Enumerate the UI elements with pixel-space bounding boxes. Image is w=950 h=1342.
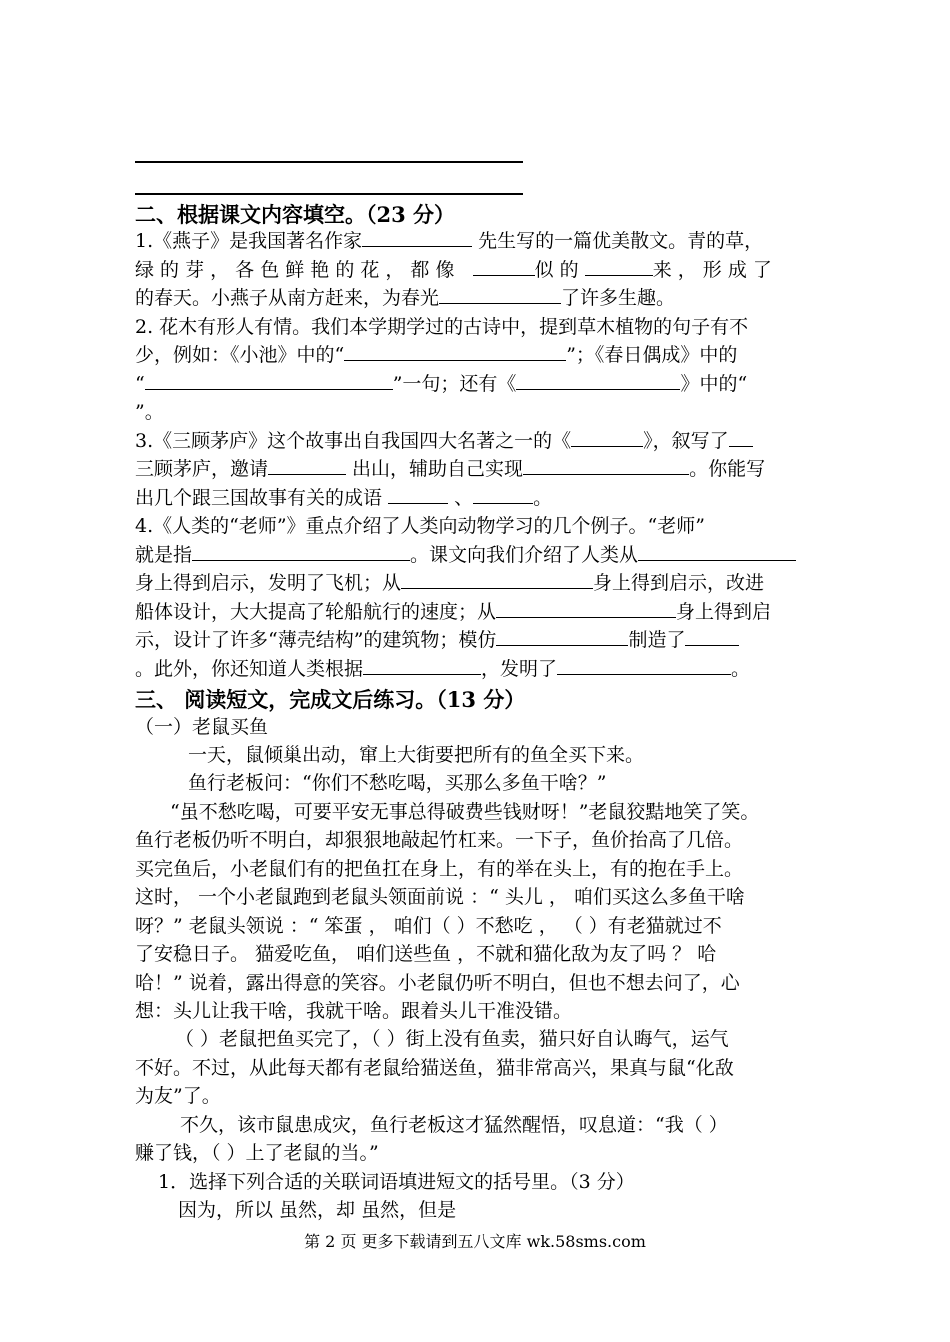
text-line [135,484,552,512]
paragraph-line: 呀？” 老鼠头领说 ：“ 笨蛋 ， 咱们（ ）不愁吃 ， （ ）有老猫就过不 [135,915,722,937]
paragraph-line: 不久，该市鼠患成灾，鱼行老板这才猛然醒悟，叹息道：“我（ ） [180,1114,728,1136]
answer-line [135,193,523,195]
paragraph-line: 赚了钱，（ ）上了老鼠的当。” [135,1142,379,1164]
blank [585,257,653,276]
text: 身上得到启示，改进 [593,572,765,594]
blank [685,627,739,646]
text: 出几个跟三国故事有关的成语 [135,487,389,509]
text: 。 [731,658,751,680]
text-line [135,341,737,369]
section-heading: 三、 阅读短文，完成文后练习。（13 分） [135,687,526,712]
subheading: （一）老鼠买鱼 [135,716,269,738]
blank [523,456,689,475]
paragraph-line: “虽不愁吃喝，可要平安无事总得破费些钱财呀！”老鼠狡黠地笑了笑。 [170,801,760,823]
text: 。此外，你还知道人类根据 [135,658,364,680]
text: 绿 的 芽 ， 各 色 鲜 艳 的 花 ， 都 像 [135,259,455,281]
text: 》中的“ [680,373,748,395]
paragraph-line: 鱼行老板问：“你们不愁吃喝，买那么多鱼干啥？” [188,772,607,794]
text: 身上得到启 [676,601,772,623]
text: 出山，辅助自己实现 [346,458,524,480]
blank [571,428,643,447]
text-line [135,626,739,654]
blank [557,656,731,675]
answer-line [135,161,523,163]
text: ”一句；还有《 [392,373,517,395]
blank [729,428,753,447]
text: 、 [448,487,474,509]
blank [496,599,676,618]
paragraph-line: 想：头儿让我干啥，我就干啥。跟着头儿干准没错。 [135,1000,573,1022]
blank [473,257,535,276]
text: 3.《三顾茅庐》这个故事出自我国四大名著之一的《 [135,430,572,452]
blank [363,656,481,675]
blank [145,371,393,390]
page-footer: 第 2 页 更多下载请到五八文库 wk.58sms.com [304,1232,646,1251]
text-line [135,427,753,455]
blank [362,228,472,247]
options-line: 因为，所以 虽然，却 虽然，但是 [178,1199,457,1221]
text-line [135,541,796,569]
paragraph-line: 买完鱼后，小老鼠们有的把鱼扛在身上，有的举在头上，有的抱在手上。 [135,858,744,880]
paragraph-line: 哈！” 说着，露出得意的笑容。小老鼠仍听不明白，但也不想去问了，心 [135,972,740,994]
text-line [135,284,675,312]
text-line [135,598,771,626]
paragraph-line: 这时， 一个小老鼠跑到老鼠头领面前说 ：“ 头儿 ， 咱们买这么多鱼干啥 [135,886,745,908]
paragraph-line: 为友”了。 [135,1085,221,1107]
text-line [135,655,750,683]
text: 》，叙写了 [643,430,729,452]
text: 来 ， 形 成 了 [652,259,772,281]
text-line [135,569,764,597]
text: ”；《春日偶成》中的 [566,344,738,366]
text: 1.《燕子》是我国著名作家 [135,230,363,252]
text: 似 的 [534,259,579,281]
text-line [135,227,763,255]
blank [516,371,680,390]
blank [473,485,533,504]
text: 示，设计了许多“薄壳结构”的建筑物；模仿 [135,629,497,651]
text: 。你能写 [689,458,766,480]
text: 了许多生趣。 [561,287,676,309]
text: 三顾茅庐，邀请 [135,458,269,480]
paragraph-line: 一天，鼠倾巢出动，窜上大街要把所有的鱼全买下来。 [188,744,645,766]
text: 制造了 [628,629,686,651]
text: “ [135,373,145,395]
paragraph-line: 鱼行老板仍听不明白，却狠狠地敲起竹杠来。一下子，鱼价抬高了几倍。 [135,829,744,851]
text-line: ”。 [135,401,164,423]
blank [496,627,628,646]
blank [439,285,561,304]
paragraph-line: 了安稳日子。 猫爱吃鱼， 咱们送些鱼 ，不就和猫化敌为友了吗 ？ 哈 [135,943,717,965]
blank [401,570,593,589]
text: 少，例如：《小池》中的“ [135,344,345,366]
text: 的春天。小燕子从南方赶来，为春光 [135,287,440,309]
question-line: 1．选择下列合适的关联词语填进短文的括号里。（3 分） [158,1171,635,1193]
text: 船体设计，大大提高了轮船航行的速度；从 [135,601,497,623]
text-line: 2. 花木有形人有情。我们本学期学过的古诗中，提到草木植物的句子有不 [135,316,749,338]
text: 。课文向我们介绍了人类从 [410,544,639,566]
text: 身上得到启示，发明了飞机；从 [135,572,402,594]
text: 就是指 [135,544,193,566]
text-line [135,370,747,398]
blank [388,485,448,504]
text: 。 [533,487,553,509]
text-line: 4.《人类的“老师”》重点介绍了人类向动物学习的几个例子。“老师” [135,515,705,537]
blank [192,542,410,561]
text-line [135,256,772,284]
blank [344,342,566,361]
text: 先生写的一篇优美散文。青的草， [472,230,764,252]
text: ，发明了 [481,658,558,680]
blank [268,456,346,475]
text-line [135,455,765,483]
blank [638,542,796,561]
paragraph-line: 不好。不过，从此每天都有老鼠给猫送鱼，猫非常高兴，果真与鼠“化敌 [135,1057,734,1079]
section-heading: 二、根据课文内容填空。（23 分） [135,202,456,227]
paragraph-line: （ ）老鼠把鱼买完了，（ ）街上没有鱼卖，猫只好自认晦气，运气 [175,1028,729,1050]
